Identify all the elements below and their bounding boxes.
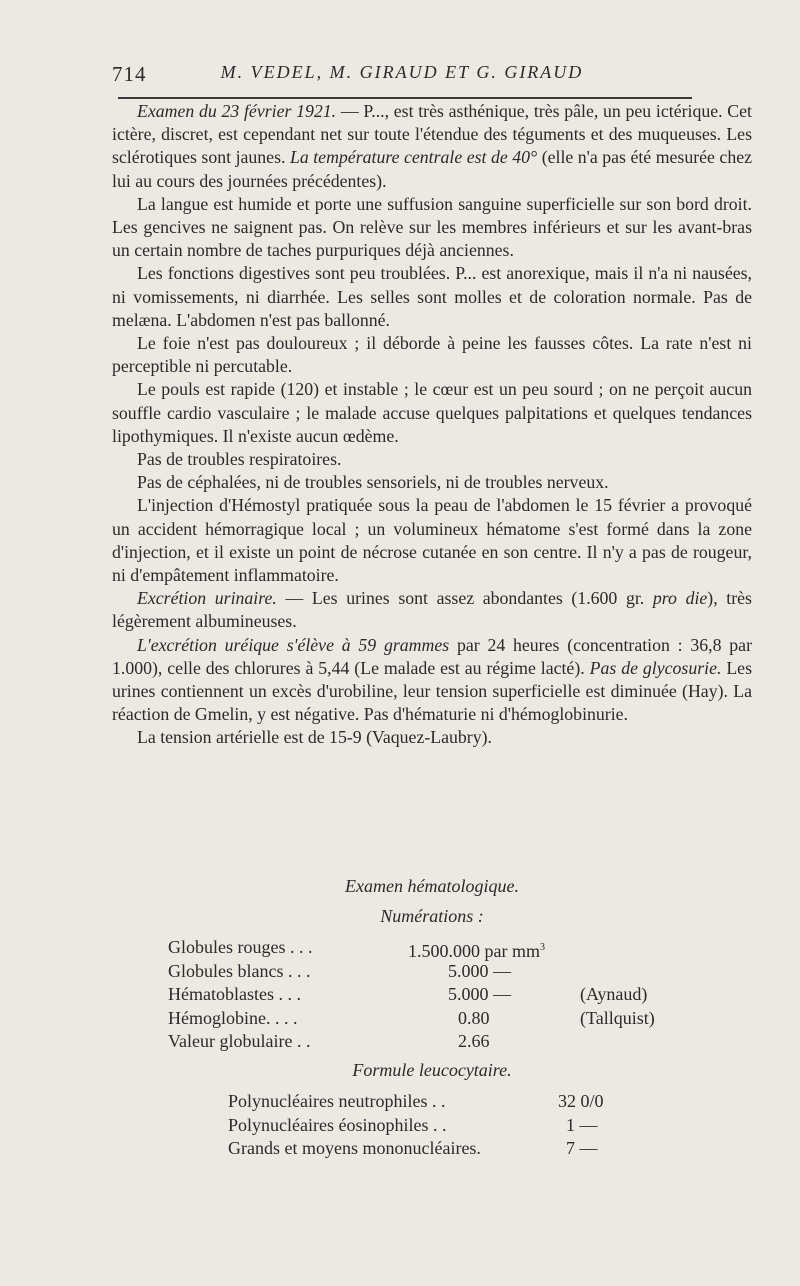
- row-label: Globules blancs . . .: [168, 960, 311, 981]
- row-label: Globules rouges . . .: [168, 937, 313, 957]
- hematology-title: Examen hématologique.: [345, 876, 519, 896]
- table-row: [228, 1090, 648, 1114]
- paragraph-text: (elle n'a pas été mesurée chez lui au cours des journées précédentes).: [112, 147, 752, 191]
- leucocyte-title: Formule leucocytaire.: [352, 1060, 512, 1080]
- paragraph-text: — Les urines sont assez abondantes (1.600 gr.: [276, 588, 653, 609]
- paragraph-text: Les urines contiennent un excès d'urobiline, leur tension superficielle est diminuée (Hay). La réaction de Gmelin, y est négative. Pas d'hématurie ni d'hémoglobinurie.: [112, 657, 752, 725]
- table-row: [168, 936, 728, 960]
- table-row: [168, 1030, 728, 1054]
- row-label: Hémoglobine. . . .: [168, 1007, 298, 1028]
- table-row: [168, 1007, 728, 1031]
- paragraph: Le foie n'est pas douloureux ; il déborde à peine les fausses côtes. La rate n'est ni perceptible ni percutable.: [112, 333, 752, 377]
- paragraph: [112, 100, 752, 193]
- paragraph: Les fonctions digestives sont peu troublées. P... est anorexique, mais il n'a ni nausées, ni vomissements, ni diarrhée. Les selles sont molles et de coloration normale. Pas de melæna. L'abdomen n'est pas ballonné.: [112, 263, 752, 330]
- row-value: 1.500.000 par $mm^3$: [408, 941, 545, 961]
- row-value: 5.000 —: [448, 960, 511, 981]
- row-value: 32 0/0: [558, 1091, 604, 1111]
- paragraph: L'injection d'Hémostyl pratiquée sous la peau de l'abdomen le 15 février a provoqué un accident hémorragique local ; un volumineux hématome s'est formé dans la zone d'injection, et il existe un point de nécrose cutanée en son centre. Il n'y a pas de rougeur, ni d'empâtement inflammatoire.: [112, 495, 752, 586]
- row-note: (Tallquist): [580, 1007, 655, 1028]
- row-value: 5.000 —: [448, 984, 511, 1004]
- table-row: [228, 1114, 648, 1138]
- paragraph-lead: Examen du 23 février 1921.: [137, 101, 337, 121]
- paragraph-text: — P..., est très asthénique, très pâle, un peu ictérique. Cet ictère, discret, est cependant net sur toute l'étendue des téguments et des muqueuses. Les sclérotiques sont jaunes.: [112, 101, 752, 168]
- row-label: Valeur globulaire . .: [168, 1031, 311, 1051]
- paragraph-italic: pro die: [652, 588, 708, 609]
- header-rule: [118, 97, 692, 99]
- paragraph: La tension artérielle est de 15-9 (Vaquez-Laubry).: [137, 727, 492, 748]
- row-value: 0.80: [458, 1007, 490, 1028]
- page-header: [112, 62, 692, 92]
- row-note: (Aynaud): [580, 984, 648, 1004]
- leucocyte-table: [228, 1090, 648, 1161]
- table-row: [168, 983, 728, 1007]
- table-row: [228, 1137, 648, 1161]
- hematology-table: [168, 936, 728, 1054]
- table-row: [168, 960, 728, 984]
- row-label: Polynucléaires neutrophiles . .: [228, 1091, 446, 1111]
- paragraph: Le pouls est rapide (120) et instable ; le cœur est un peu sourd ; on ne perçoit aucun souffle cardio vasculaire ; le malade accuse quelques palpitations et quelques tendances lipothymiques. Il n'existe aucun œdème.: [112, 379, 752, 446]
- paragraph-lead: Excrétion urinaire.: [137, 588, 277, 609]
- body-text: [112, 100, 752, 750]
- row-label: Polynucléaires éosinophiles . .: [228, 1114, 447, 1135]
- page-number: 714: [112, 62, 147, 86]
- paragraph-italic: La température centrale est de 40°: [289, 147, 538, 168]
- paragraph-italic: Pas de glycosurie.: [589, 657, 722, 678]
- paragraph: Pas de céphalées, ni de troubles sensoriels, ni de troubles nerveux.: [137, 472, 609, 493]
- paragraph-lead: L'excrétion uréique s'élève à 59 grammes: [137, 634, 450, 655]
- row-value: 1 —: [566, 1114, 598, 1135]
- paragraph-text: par 24 heures (concentration : 36,8 par 1.000), celle des chlorures à 5,44 (Le malade est au régime lacté).: [112, 634, 752, 678]
- running-title: M. VEDEL, M. GIRAUD ET G. GIRAUD: [220, 62, 584, 82]
- row-label: Hématoblastes . . .: [168, 984, 301, 1004]
- row-value: 7 —: [566, 1138, 598, 1158]
- paragraph: Pas de troubles respiratoires.: [137, 449, 342, 470]
- row-label: Grands et moyens mononucléaires.: [228, 1138, 481, 1158]
- paragraph: [112, 634, 752, 727]
- paragraph: [112, 587, 752, 633]
- paragraph-text: ), très légèrement albumineuses.: [112, 588, 752, 632]
- paragraph: La langue est humide et porte une suffusion sanguine superficielle sur son bord droit. Les gencives ne saignent pas. On relève sur les membres inférieurs et sur les avant-bras un certain nombre de taches purpuriques déjà anciennes.: [112, 193, 752, 261]
- row-value: 2.66: [458, 1031, 490, 1051]
- hematology-subtitle: Numérations :: [380, 906, 484, 926]
